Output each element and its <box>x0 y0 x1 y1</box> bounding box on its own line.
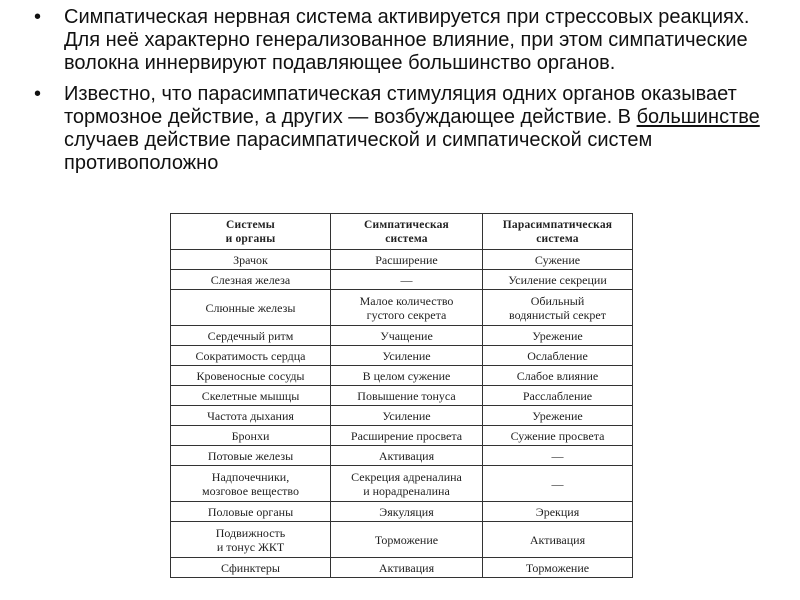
parasympathetic-cell: — <box>483 446 633 466</box>
sympathetic-cell: Активация <box>331 446 483 466</box>
comparison-table-image <box>170 213 632 578</box>
bullet-dot-icon: • <box>34 6 42 28</box>
table-row <box>171 250 633 270</box>
table-row <box>171 446 633 466</box>
sympathetic-cell: Малое количество густого секрета <box>331 290 483 326</box>
system-cell: Бронхи <box>171 426 331 446</box>
parasympathetic-cell: Урежение <box>483 406 633 426</box>
sympathetic-cell: Усиление <box>331 406 483 426</box>
table-row <box>171 366 633 386</box>
sympathetic-cell: Расширение <box>331 250 483 270</box>
system-cell: Кровеносные сосуды <box>171 366 331 386</box>
system-cell: Слюнные железы <box>171 290 331 326</box>
system-cell: Зрачок <box>171 250 331 270</box>
parasympathetic-cell: Торможение <box>483 558 633 578</box>
system-cell: Слезная железа <box>171 270 331 290</box>
parasympathetic-cell: — <box>483 466 633 502</box>
table-row <box>171 426 633 446</box>
sympathetic-cell: Активация <box>331 558 483 578</box>
system-cell: Частота дыхания <box>171 406 331 426</box>
bullet-item-1 <box>28 6 788 75</box>
bullet-dot-icon: • <box>34 83 42 105</box>
parasympathetic-cell: Сужение <box>483 250 633 270</box>
bullet-text-2-end: случаев действие парасимпатической и симпатической систем противоположно <box>64 129 653 174</box>
bullet-item-2 <box>28 83 788 175</box>
system-cell: Сердечный ритм <box>171 326 331 346</box>
table-row <box>171 558 633 578</box>
sympathetic-cell: Усиление <box>331 346 483 366</box>
table-row <box>171 270 633 290</box>
system-cell: Надпочечники, мозговое вещество <box>171 466 331 502</box>
table-row <box>171 502 633 522</box>
system-cell: Подвижность и тонус ЖКТ <box>171 522 331 558</box>
system-cell: Скелетные мышцы <box>171 386 331 406</box>
system-cell: Половые органы <box>171 502 331 522</box>
sympathetic-cell: Эякуляция <box>331 502 483 522</box>
sympathetic-cell: Учащение <box>331 326 483 346</box>
parasympathetic-cell: Ослабление <box>483 346 633 366</box>
table-row <box>171 326 633 346</box>
table-header-row <box>171 214 633 250</box>
comparison-table <box>170 213 633 578</box>
parasympathetic-cell: Усиление секреции <box>483 270 633 290</box>
sympathetic-cell: Расширение просвета <box>331 426 483 446</box>
system-cell: Сократимость сердца <box>171 346 331 366</box>
parasympathetic-cell: Расслабление <box>483 386 633 406</box>
table-row <box>171 522 633 558</box>
system-cell: Потовые железы <box>171 446 331 466</box>
header-parasympathetic: Парасимпатическая система <box>483 214 633 250</box>
header-sympathetic: Симпатическая система <box>331 214 483 250</box>
header-systems: Системы и органы <box>171 214 331 250</box>
parasympathetic-cell: Урежение <box>483 326 633 346</box>
parasympathetic-cell: Обильный водянистый секрет <box>483 290 633 326</box>
table-row <box>171 290 633 326</box>
bullet-text-2-underlined: большинстве <box>636 106 760 128</box>
sympathetic-cell: Секреция адреналина и норадреналина <box>331 466 483 502</box>
sympathetic-cell: В целом сужение <box>331 366 483 386</box>
parasympathetic-cell: Слабое влияние <box>483 366 633 386</box>
bullet-list <box>28 6 788 175</box>
parasympathetic-cell: Сужение просвета <box>483 426 633 446</box>
bullet-text-2-start: Известно, что парасимпатическая стимуляция одних органов оказывает тормозное действие, а других — возбуждающее действие. В <box>64 83 737 128</box>
table-row <box>171 346 633 366</box>
table-row <box>171 466 633 502</box>
sympathetic-cell: Повышение тонуса <box>331 386 483 406</box>
table-row <box>171 386 633 406</box>
system-cell: Сфинктеры <box>171 558 331 578</box>
table-row <box>171 406 633 426</box>
parasympathetic-cell: Эрекция <box>483 502 633 522</box>
bullet-text-1: Симпатическая нервная система активируется при стрессовых реакциях. Для неё характерно генерализованное влияние, при этом симпатические волокна иннервируют подавляющее большинство органов. <box>64 6 750 74</box>
table-body <box>171 250 633 578</box>
sympathetic-cell: — <box>331 270 483 290</box>
parasympathetic-cell: Активация <box>483 522 633 558</box>
sympathetic-cell: Торможение <box>331 522 483 558</box>
